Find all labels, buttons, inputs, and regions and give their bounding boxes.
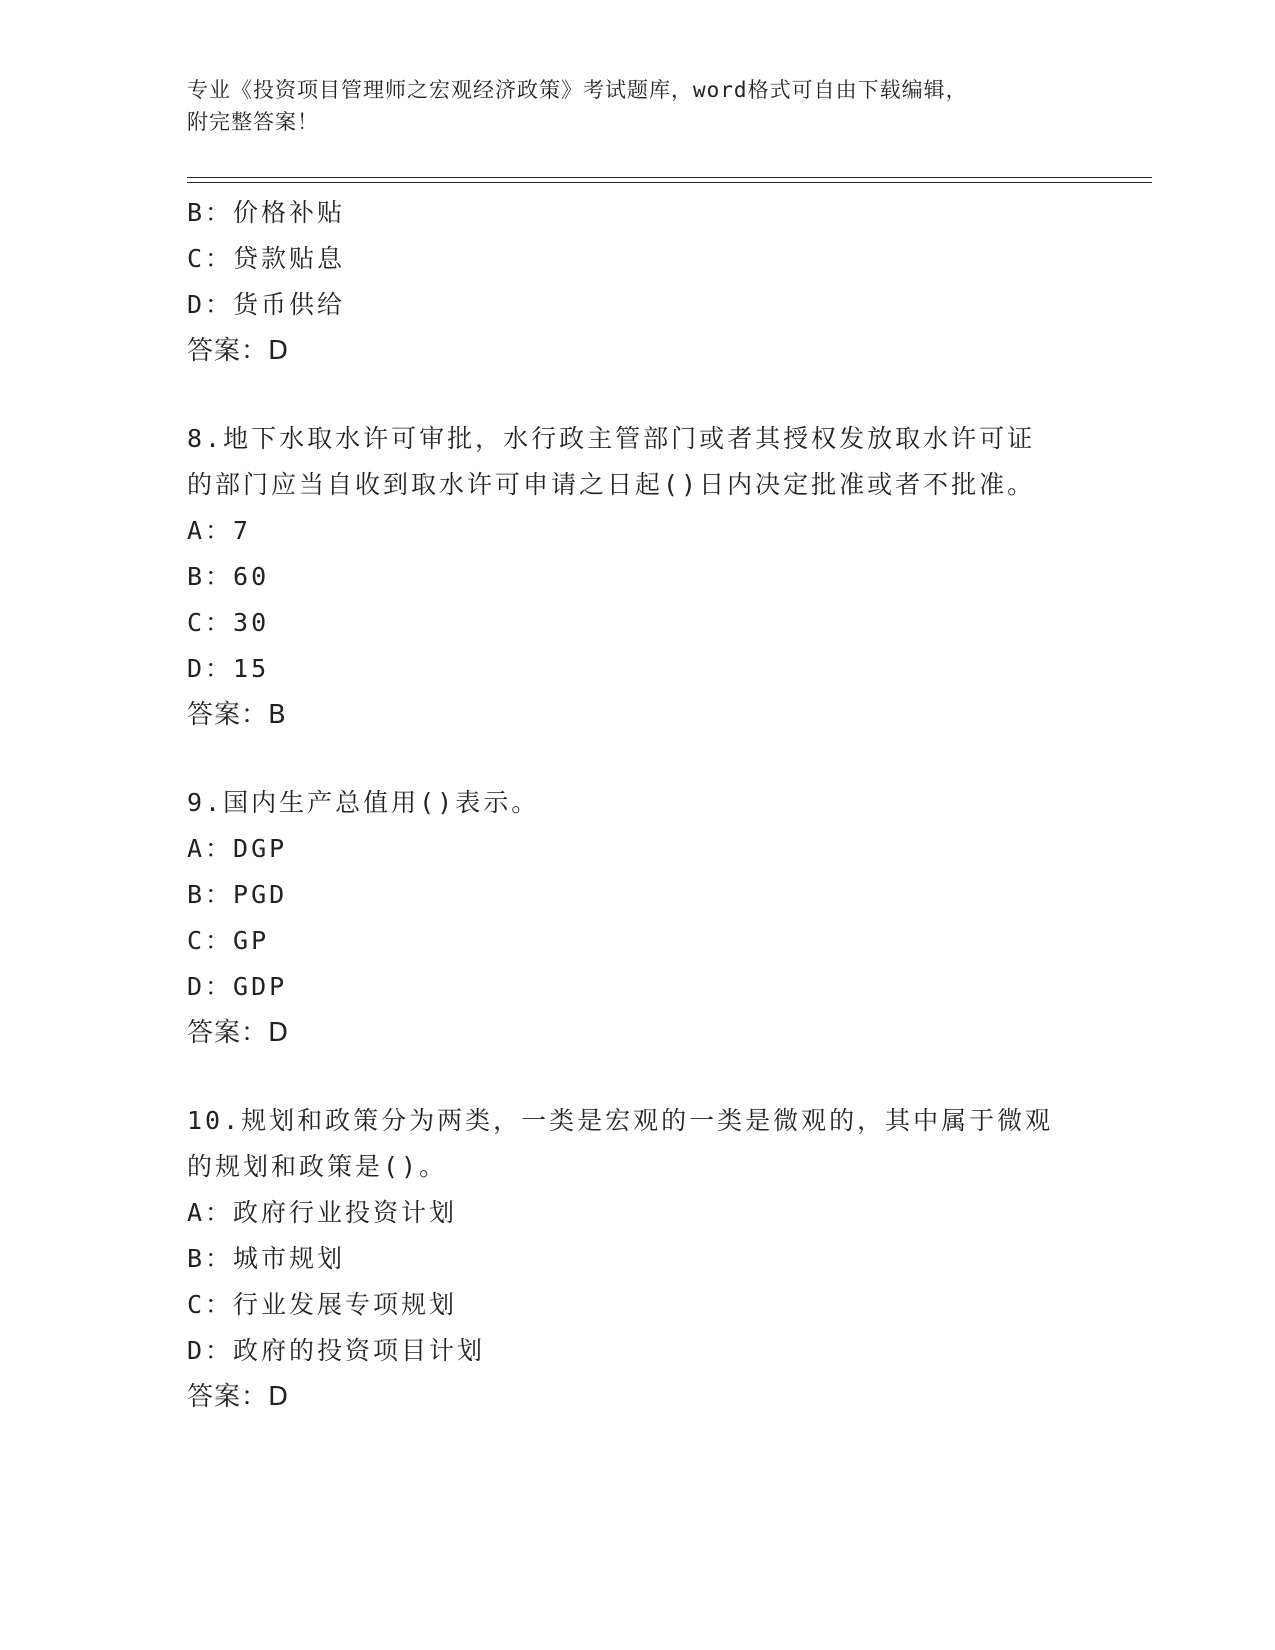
option-d: D：15	[187, 654, 270, 683]
question-content	[187, 190, 1087, 1420]
prev-question	[187, 190, 1087, 374]
answer: 答案：D	[187, 1018, 290, 1048]
header-line-2: 附完整答案！	[187, 110, 319, 134]
option-c: C：GP	[187, 926, 270, 955]
option-b: B：城市规划	[187, 1244, 346, 1273]
question-9	[187, 780, 1087, 1056]
option-b: B：60	[187, 562, 270, 591]
option-a: A：政府行业投资计划	[187, 1198, 458, 1227]
question-stem: 8.地下水取水许可审批，水行政主管部门或者其授权发放取水许可证	[187, 424, 1036, 453]
question-stem: 9.国内生产总值用()表示。	[187, 788, 540, 817]
option-c: C：30	[187, 608, 270, 637]
header-divider-bottom	[187, 182, 1152, 183]
answer: 答案：D	[187, 1382, 290, 1412]
header-divider-top	[187, 177, 1152, 178]
answer: 答案：D	[187, 336, 290, 366]
option-a: A：7	[187, 516, 252, 545]
question-10	[187, 1098, 1087, 1420]
option-b: B：PGD	[187, 880, 288, 909]
question-stem: 的部门应当自收到取水许可申请之日起()日内决定批准或者不批准。	[187, 470, 1036, 499]
answer: 答案：B	[187, 700, 287, 730]
option-c: C：贷款贴息	[187, 244, 346, 273]
option-d: D：政府的投资项目计划	[187, 1336, 486, 1365]
option-a: A：DGP	[187, 834, 288, 863]
question-8	[187, 416, 1087, 738]
question-stem: 的规划和政策是()。	[187, 1152, 448, 1181]
option-d: D：货币供给	[187, 290, 346, 319]
option-d: D：GDP	[187, 972, 288, 1001]
option-c: C：行业发展专项规划	[187, 1290, 458, 1319]
option-b: B：价格补贴	[187, 198, 346, 227]
document-header	[187, 74, 1087, 138]
header-line-1: 专业《投资项目管理师之宏观经济政策》考试题库，word格式可自由下载编辑，	[187, 78, 968, 102]
question-stem: 10.规划和政策分为两类，一类是宏观的一类是微观的，其中属于微观	[187, 1106, 1054, 1135]
